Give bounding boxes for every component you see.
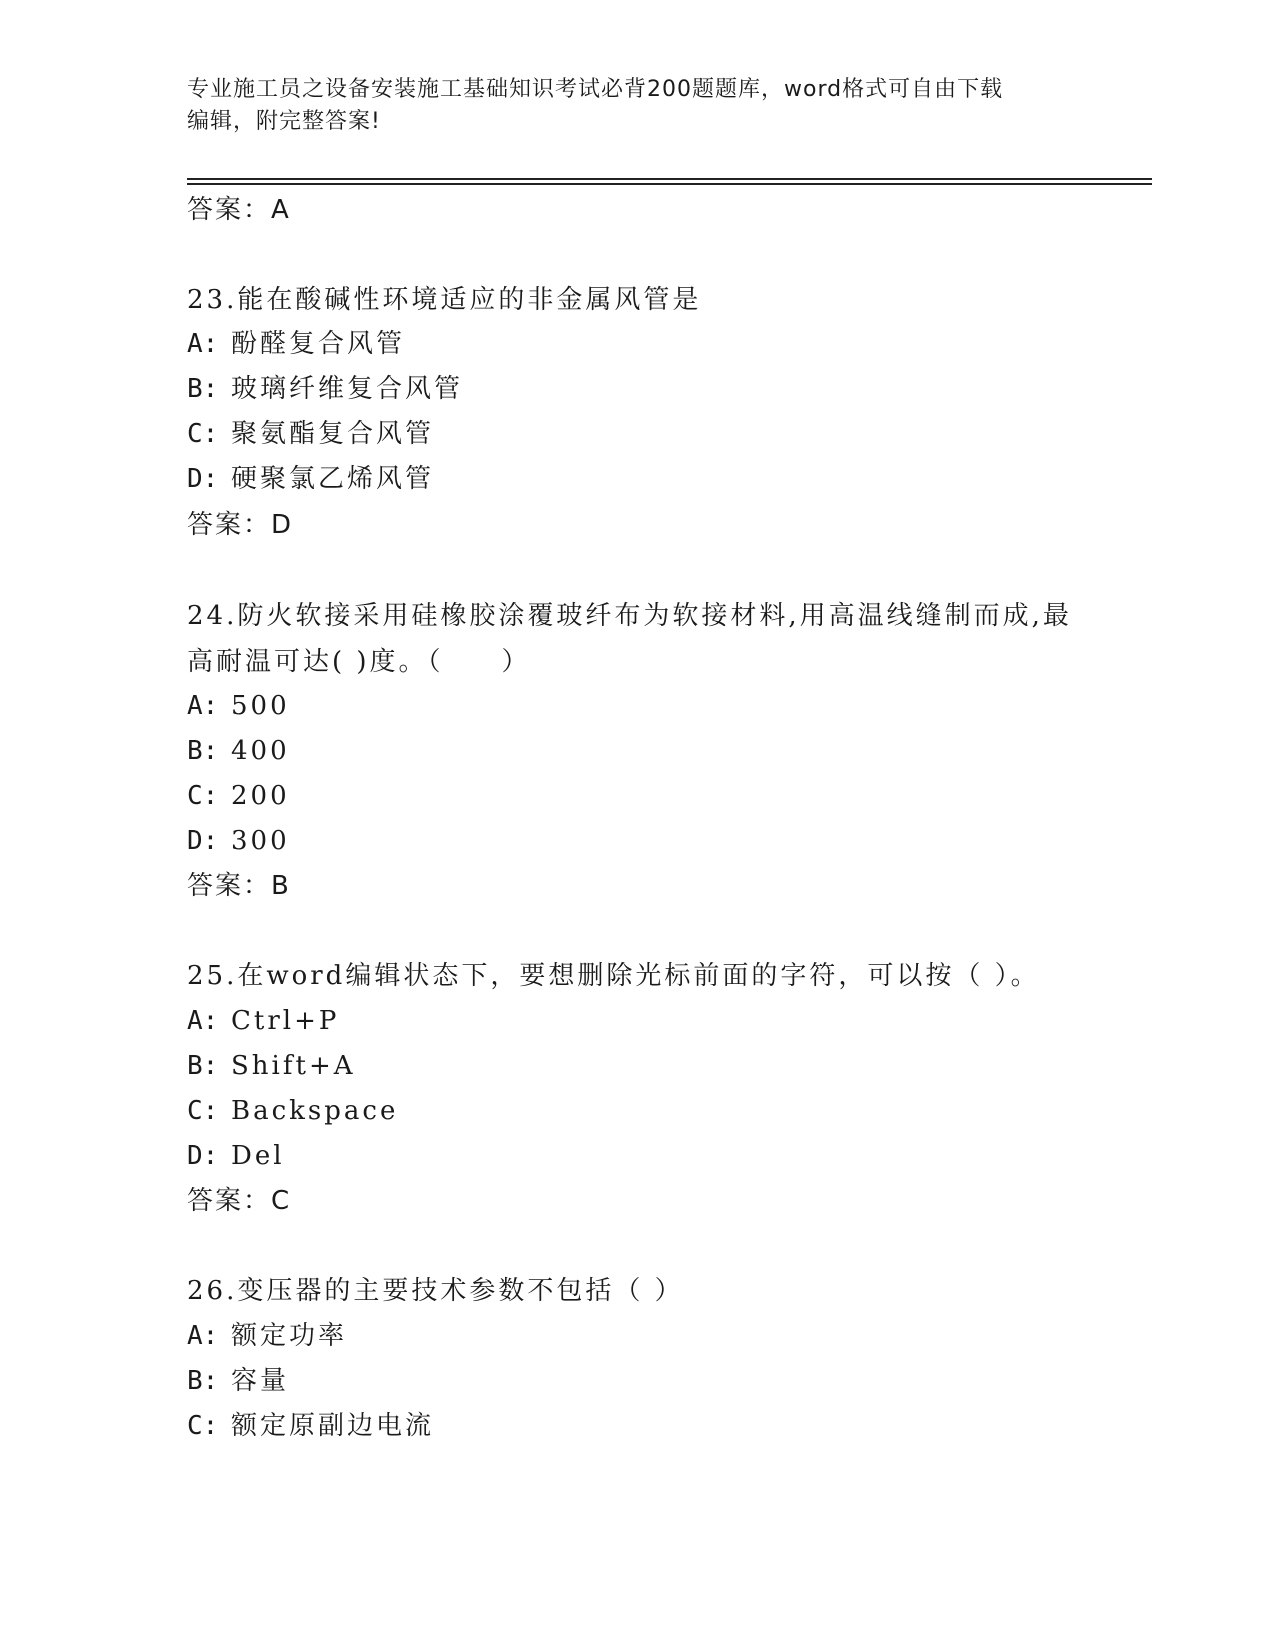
header-rule-bottom — [187, 183, 1152, 185]
header-line-2: 编辑，附完整答案! — [187, 109, 381, 134]
option-text: 500 — [231, 691, 290, 721]
option-letter: C: — [187, 1411, 219, 1441]
option-letter: A: — [187, 1006, 219, 1036]
question-26-option-a — [187, 1319, 347, 1353]
option-letter: A: — [187, 691, 219, 721]
question-25-option-d — [187, 1139, 285, 1173]
option-letter: C: — [187, 419, 219, 449]
option-text: 额定功率 — [231, 1321, 348, 1351]
question-23-option-a — [187, 327, 405, 361]
option-letter: C: — [187, 781, 219, 811]
question-25-option-b — [187, 1049, 356, 1083]
option-letter: C: — [187, 1096, 219, 1126]
question-24-option-a — [187, 689, 290, 723]
question-24-stem-line-1: 24.防火软接采用硅橡胶涂覆玻纤布为软接材料,用高温线缝制而成,最 — [187, 601, 1072, 631]
question-23-option-c — [187, 417, 434, 451]
option-text: 酚醛复合风管 — [231, 329, 406, 359]
question-26-option-b — [187, 1364, 289, 1398]
option-text: 300 — [231, 826, 290, 856]
option-letter: B: — [187, 1366, 219, 1396]
option-text: 额定原副边电流 — [231, 1411, 435, 1441]
question-24-option-d — [187, 824, 290, 858]
question-26-option-c — [187, 1409, 434, 1443]
option-letter: B: — [187, 736, 219, 766]
question-25-option-a — [187, 1004, 339, 1038]
question-25-option-c — [187, 1094, 398, 1128]
option-text: 聚氨酯复合风管 — [231, 419, 435, 449]
answer-24: 答案：B — [187, 871, 291, 901]
question-24-option-b — [187, 734, 290, 768]
option-text: 200 — [231, 781, 290, 811]
option-text: Del — [231, 1141, 285, 1171]
question-26-stem: 26.变压器的主要技术参数不包括（ ） — [187, 1276, 684, 1306]
option-text: 玻璃纤维复合风管 — [231, 374, 464, 404]
question-23-option-b — [187, 372, 463, 406]
header-rule-top — [187, 178, 1152, 180]
question-25-stem: 25.在word编辑状态下，要想删除光标前面的字符，可以按（ ）。 — [187, 961, 1040, 991]
option-letter: D: — [187, 464, 219, 494]
option-text: 400 — [231, 736, 290, 766]
option-text: Ctrl+P — [231, 1006, 340, 1036]
option-letter: B: — [187, 374, 219, 404]
option-letter: D: — [187, 1141, 219, 1171]
answer-23: 答案：D — [187, 510, 294, 540]
option-text: 容量 — [231, 1366, 290, 1396]
answer-25: 答案：C — [187, 1186, 292, 1216]
option-letter: B: — [187, 1051, 219, 1081]
question-23-stem: 23.能在酸碱性环境适应的非金属风管是 — [187, 285, 702, 315]
question-24-stem-line-2: 高耐温可达( )度。（ ） — [187, 647, 531, 677]
question-23-option-d — [187, 462, 434, 496]
option-letter: A: — [187, 1321, 219, 1351]
answer-22: 答案：A — [187, 195, 291, 225]
option-letter: A: — [187, 329, 219, 359]
option-text: 硬聚氯乙烯风管 — [231, 464, 435, 494]
option-text: Backspace — [231, 1096, 399, 1126]
option-text: Shift+A — [231, 1051, 356, 1081]
document-header — [187, 74, 1087, 138]
question-24-option-c — [187, 779, 290, 813]
option-letter: D: — [187, 826, 219, 856]
header-line-1: 专业施工员之设备安装施工基础知识考试必背200题题库，word格式可自由下载 — [187, 77, 1004, 102]
